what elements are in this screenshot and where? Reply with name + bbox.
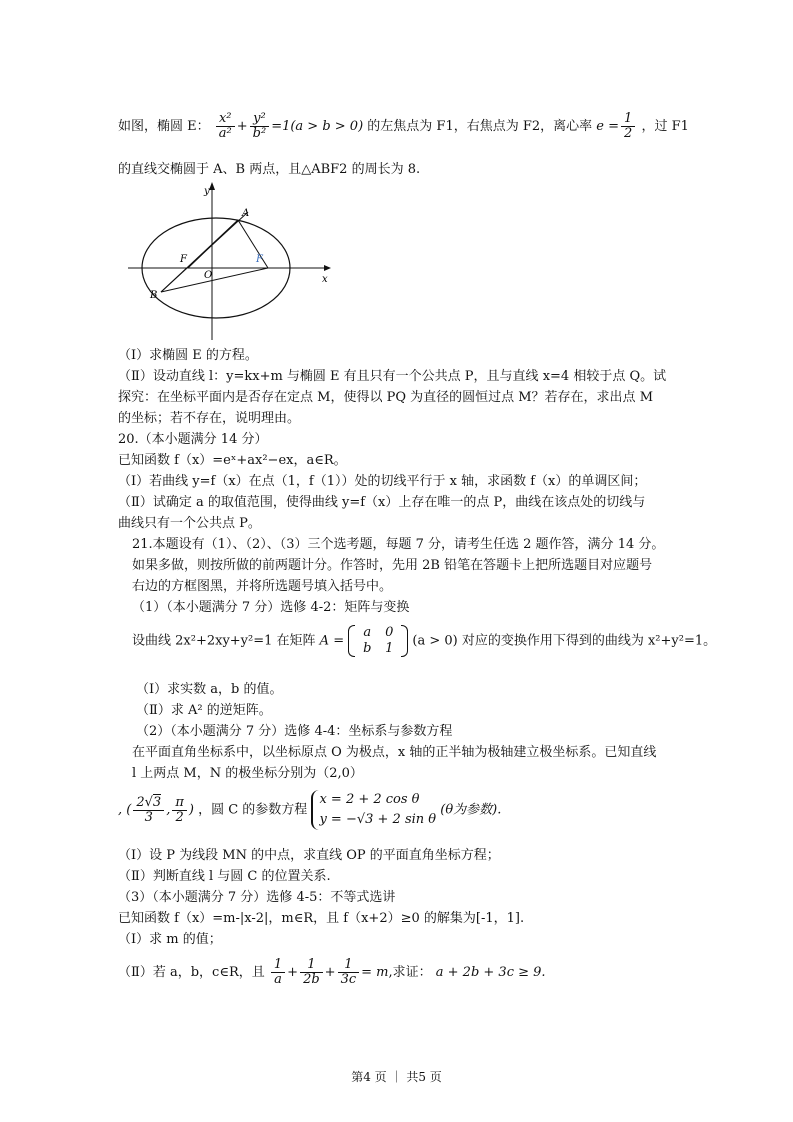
p19-intro-text-2: 的左焦点为 F1，右焦点为 F2，离心率 xyxy=(367,119,593,134)
p21-s2-title: （2）（本小题满分 7 分）选修 4-4：坐标系与参数方程 xyxy=(136,724,453,739)
p20-part2-b: 曲线只有一个公共点 P。 xyxy=(118,516,261,531)
p20-given: 已知函数 f（x）=eˣ+ax²−ex，a∈R。 xyxy=(118,453,347,468)
matrix-a: a 0 b 1 xyxy=(348,625,408,657)
p21-s3-part2-c: a + 2b + 3c ≥ 9. xyxy=(435,965,546,980)
p21-s2-text-c: ，圆 C 的参数方程 xyxy=(198,802,308,818)
polar-n-r: $\frac{2√3}{3}$ xyxy=(133,796,164,825)
p19-intro-text: 如图，椭圆 E： xyxy=(118,119,210,134)
p21-s1-text: 设曲线 2x²+2xy+y²=1 在矩阵 A = a 0 b 1 (a > 0) 对应的变换作用下得到的曲线为 x²+y²=1。 xyxy=(132,625,717,656)
p21-s3-part2-a: （Ⅱ）若 a，b，c∈R，且 xyxy=(118,965,265,980)
fig-b-label: B xyxy=(150,290,158,301)
p21-s1-part1: （Ⅰ）求实数 a，b 的值。 xyxy=(136,682,283,697)
eccentricity-fraction: $\frac{1}{2}$ xyxy=(621,112,635,141)
fig-y-label: y xyxy=(204,186,210,197)
p19-part2-b: 探究：在坐标平面内是否存在定点 M，使得以 PQ 为直径的圆恒过点 M？若存在，求出点 M xyxy=(118,390,654,405)
p21-header-a: 21.本题设有（1）、（2）、（3）三个选考题，每题 7 分，请考生任选 2 题作答，满分 14 分。 xyxy=(132,537,665,552)
p20-header: 20.（本小题满分 14 分） xyxy=(118,432,268,447)
p21-s2-text-b: l 上两点 M，N 的极坐标分别为（2,0） xyxy=(132,766,363,781)
fig-o-label: O xyxy=(204,270,213,281)
p19-part1: （Ⅰ）求椭圆 E 的方程。 xyxy=(118,348,258,363)
ellipse-y-term: $\frac{\text{y²}}{\text{b²}}$ xyxy=(250,112,270,141)
p21-s3-given: 已知函数 f（x）=m-|x-2|，m∈R，且 f（x+2）≥0 的解集为[-1，1]. xyxy=(118,911,525,926)
p21-s2-text-a: 在平面直角坐标系中，以坐标原点 O 为极点，x 轴的正半轴为极轴建立极坐标系。已知直线 xyxy=(132,745,657,760)
fig-f2-label: F xyxy=(256,254,263,265)
p21-s3-title: （3）（本小题满分 7 分）选修 4-5：不等式选讲 xyxy=(118,890,396,905)
p19-part2-c: 的坐标；若不存在，说明理由。 xyxy=(118,411,301,426)
fig-x-label: x xyxy=(322,274,328,285)
p21-s1-text-b: (a > 0) 对应的变换作用下得到的曲线为 x²+y²=1。 xyxy=(412,633,717,649)
p21-s2-line3: , ( $\frac{2√3}{3}$ , $\frac{\pi}{2}$ ) ，圆 C 的参数方程 x = 2 + 2 cos θ y = −√3 + 2 sin θ (θ为参数). xyxy=(118,790,501,830)
p21-header-c: 右边的方框图黑，并将所选题号填入括号中。 xyxy=(132,579,393,594)
p21-s2-text-d: (θ为参数). xyxy=(440,802,502,818)
p21-s1-title: （1）（本小题满分 7 分）选修 4-2：矩阵与变换 xyxy=(132,600,410,615)
frac-1-a: $\frac{1}{a}$ xyxy=(271,958,285,987)
p21-s2-part1: （Ⅰ）设 P 为线段 MN 的中点，求直线 OP 的平面直角坐标方程； xyxy=(118,848,500,863)
p21-s1-text-a: 设曲线 2x²+2xy+y²=1 在矩阵 xyxy=(132,633,316,649)
p19-part2-a: （Ⅱ）设动直线 l：y=kx+m 与椭圆 E 有且只有一个公共点 P，且与直线 x=4 相较于点 Q。试 xyxy=(118,369,667,384)
p19-line2: 的直线交椭圆于 A、B 两点，且△ABF2 的周长为 8. xyxy=(118,162,421,177)
p21-s1-part2: （Ⅱ）求 A² 的逆矩阵。 xyxy=(136,703,272,718)
circle-param-system: x = 2 + 2 cos θ y = −√3 + 2 sin θ xyxy=(311,790,436,830)
p21-s2-part2: （Ⅱ）判断直线 l 与圆 C 的位置关系. xyxy=(118,869,331,884)
fig-a-label: A xyxy=(242,208,250,219)
p21-s3-part2: （Ⅱ）若 a，b，c∈R，且 $\frac{1}{a}$ + $\frac{1}{2b}$ + $\frac{1}{3c}$ = m,求证： a + 2b + 3c ≥ 9. xyxy=(118,957,546,987)
p21-header-b: 如果多做，则按所做的前两题计分。作答时，先用 2B 铅笔在答题卡上把所选题目对应题号 xyxy=(132,558,653,573)
p20-part2-a: （Ⅱ）试确定 a 的取值范围，使得曲线 y=f（x）上存在唯一的点 P，曲线在该点处的切线与 xyxy=(118,495,646,510)
polar-n-theta: $\frac{\pi}{2}$ xyxy=(172,796,187,825)
page-footer: 第4 页 ｜ 共5 页 xyxy=(351,1070,442,1084)
frac-1-3c: $\frac{1}{3c}$ xyxy=(338,958,360,987)
p19-intro-text-3: ，过 F1 xyxy=(641,119,689,134)
fig-f1-label: F xyxy=(180,254,187,265)
frac-1-2b: $\frac{1}{2b}$ xyxy=(300,958,323,987)
p21-s3-part1: （Ⅰ）求 m 的值； xyxy=(118,932,222,947)
p21-s3-part2-b: ,求证： xyxy=(388,965,432,980)
ellipse-figure xyxy=(128,182,338,342)
p20-part1: （Ⅰ）若曲线 y=f（x）在点（1，f（1））处的切线平行于 x 轴，求函数 f（x）的单调区间； xyxy=(118,474,647,489)
ellipse-x-term: $\frac{\text{x²}}{\text{a²}}$ xyxy=(216,112,235,141)
p19-intro: 如图，椭圆 E： $\frac{\text{x²}}{\text{a²}}$ + $\frac{\text{y²}}{\text{b²}}$ =1(a > b > 0) 的左焦点为 F1，右焦点为 F2，离心率 e = $\frac{1}{2}$ ，过 F1 xyxy=(118,111,689,141)
